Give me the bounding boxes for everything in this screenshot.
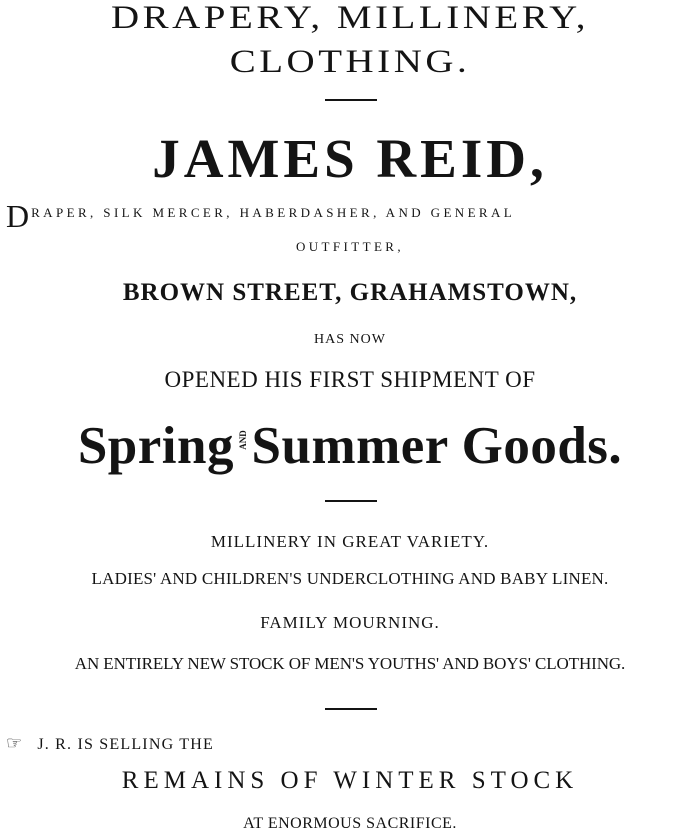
trade-initial: D (6, 198, 30, 234)
goods-summer: Summer Goods. (251, 417, 623, 475)
trade-text: RAPER, SILK MERCER, HABERDASHER, AND GENERAL (31, 205, 516, 220)
trade-description-line-2: OUTFITTER, (295, 239, 405, 254)
list-item: AN ENTIRELY NEW STOCK OF MEN'S YOUTHS' AND BOYS' CLOTHING. (74, 654, 626, 673)
trade-description (6, 198, 700, 234)
selling-text: J. R. IS SELLING THE (37, 736, 214, 753)
divider-rule (325, 99, 377, 101)
list-item: MILLINERY IN GREAT VARIETY. (210, 532, 490, 551)
goods-spring: Spring (77, 417, 234, 475)
remains-text: REMAINS OF WINTER STOCK (121, 767, 579, 794)
sacrifice-text: AT ENORMOUS SACRIFICE. (243, 815, 457, 832)
merchant-address: BROWN STREET, GRAHAMSTOWN, (122, 279, 578, 306)
shipment-text: OPENED HIS FIRST SHIPMENT OF (164, 367, 536, 392)
has-now-text: HAS NOW (314, 332, 386, 347)
divider-rule (325, 500, 377, 502)
header-line-2: CLOTHING. (229, 44, 471, 80)
list-item: LADIES' AND CHILDREN'S UNDERCLOTHING AND BABY LINEN. (91, 569, 609, 588)
goods-headline (0, 408, 700, 478)
pointing-hand-icon: ☞ (6, 733, 24, 753)
selling-notice (6, 733, 700, 755)
goods-and: AND (237, 430, 248, 450)
list-item: FAMILY MOURNING. (260, 613, 440, 632)
header-line-1: DRAPERY, MILLINERY, (110, 0, 590, 36)
merchant-name: JAMES REID, (152, 128, 548, 189)
divider-rule (325, 708, 377, 710)
